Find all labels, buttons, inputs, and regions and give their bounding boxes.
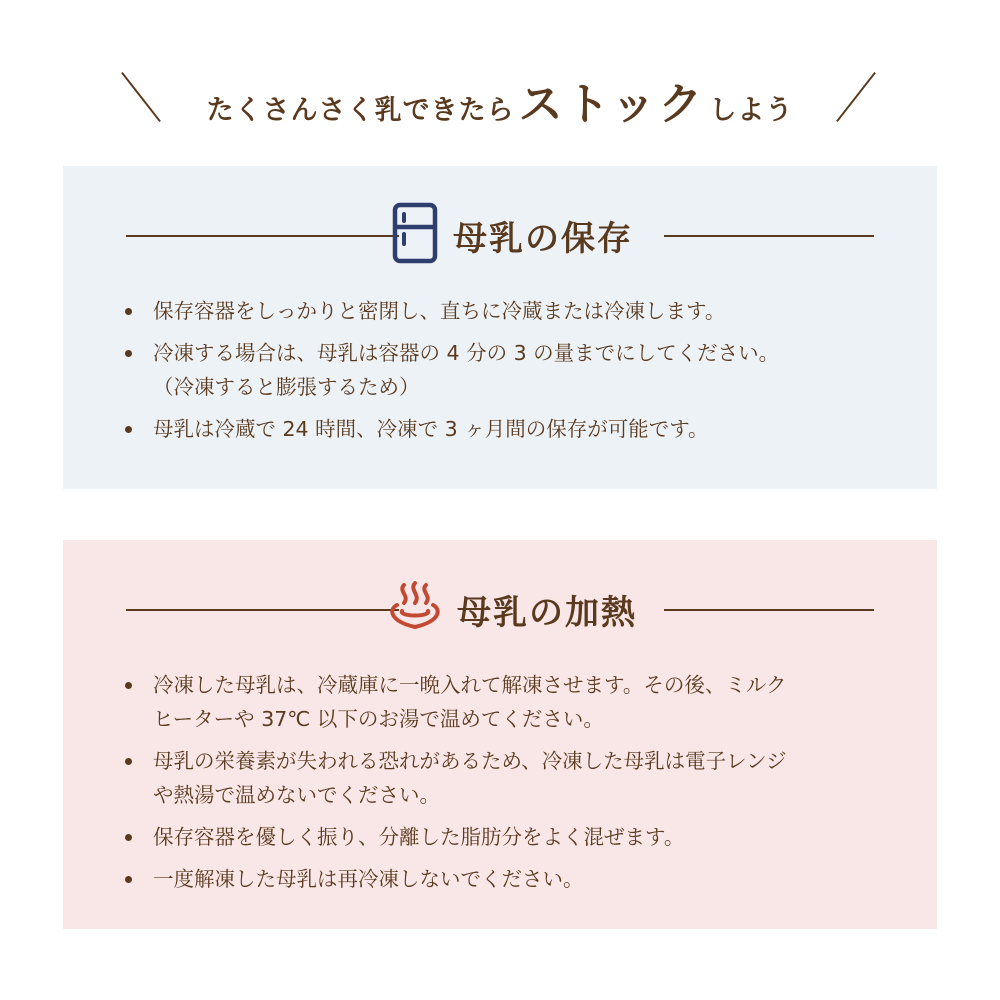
list-item — [123, 336, 913, 404]
divider-line-right — [664, 609, 874, 611]
bullet-text: 母乳の栄養素が失われる恐れがあるため、冷凍した母乳は電子レンジ — [153, 749, 787, 773]
hot-spring-icon — [387, 581, 443, 637]
heating-title-label: 母乳の加熱 — [457, 592, 637, 633]
bullet-text: 保存容器をしっかりと密閉し、直ちに冷蔵または冷凍します。 — [153, 299, 726, 323]
storage-bullet-list — [123, 294, 913, 454]
bullet-text: 冷凍した母乳は、冷蔵庫に一晩入れて解凍させます。その後、ミルク — [153, 673, 787, 697]
page-title — [0, 68, 1000, 132]
storage-section-title — [357, 204, 667, 266]
heating-section-header — [63, 578, 937, 640]
bullet-text: 母乳は冷蔵で 24 時間、冷凍で 3 ヶ月間の保存が可能です。 — [153, 417, 709, 441]
storage-section — [63, 166, 937, 489]
heating-bullet-list — [123, 668, 913, 904]
refrigerator-icon — [391, 202, 439, 268]
storage-section-header — [63, 204, 937, 266]
page-header — [0, 60, 1000, 130]
list-item — [123, 820, 913, 854]
storage-title-label: 母乳の保存 — [453, 218, 633, 259]
list-item — [123, 412, 913, 446]
bullet-text: や熱湯で温めないでください。 — [153, 783, 440, 807]
list-item — [123, 294, 913, 328]
bullet-text: ヒーターや 37℃ 以下のお湯で温めてください。 — [153, 707, 604, 731]
title-emphasis: ストック — [518, 79, 706, 130]
bullet-text: 一度解凍した母乳は再冷凍しないでください。 — [153, 867, 584, 891]
bullet-text: 保存容器を優しく振り、分離した脂肪分をよく混ぜます。 — [153, 825, 685, 849]
title-prefix: たくさんさく乳できたら — [206, 95, 515, 126]
divider-line-right — [664, 235, 874, 237]
list-item — [123, 862, 913, 896]
list-item — [123, 668, 913, 736]
bullet-text: 冷凍する場合は、母乳は容器の 4 分の 3 の量までにしてください。 — [153, 341, 780, 365]
heating-section-title — [357, 578, 667, 640]
list-item — [123, 744, 913, 812]
heating-section — [63, 540, 937, 929]
bullet-text: （冷凍すると膨張するため） — [153, 375, 420, 399]
title-suffix: しよう — [709, 95, 794, 126]
